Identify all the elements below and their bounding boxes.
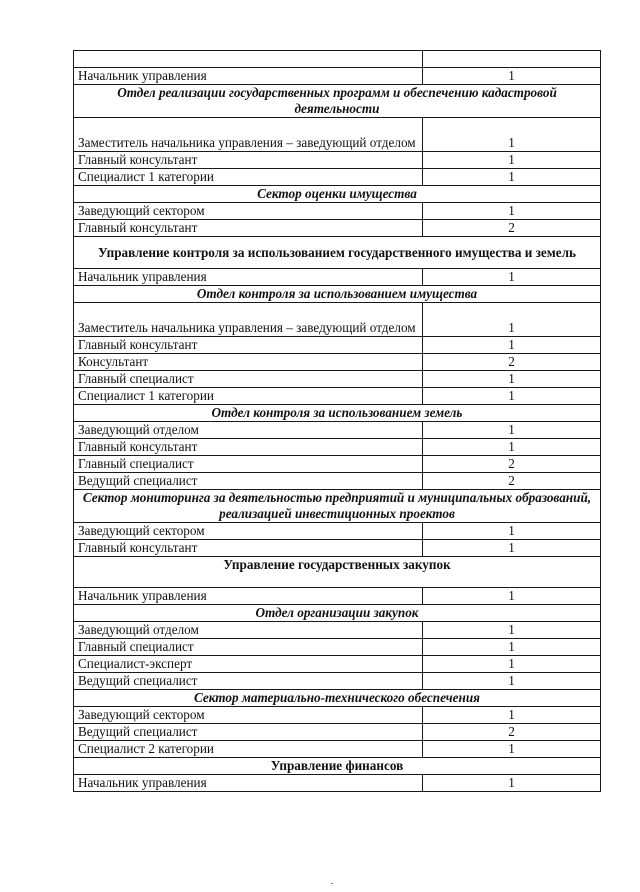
blank-cell xyxy=(74,51,423,68)
count-cell: 1 xyxy=(423,673,601,690)
count-cell: 1 xyxy=(423,303,601,337)
count-cell: 1 xyxy=(423,540,601,557)
position-cell: Заведующий сектором xyxy=(74,707,423,724)
position-cell: Главный консультант xyxy=(74,152,423,169)
position-cell: Заместитель начальника управления – заведующий отделом xyxy=(74,303,423,337)
table-row xyxy=(74,639,601,656)
count-cell: 2 xyxy=(423,473,601,490)
count-cell: 1 xyxy=(423,439,601,456)
table-row xyxy=(74,371,601,388)
position-cell: Заведующий сектором xyxy=(74,523,423,540)
section-header: Управление государственных закупок xyxy=(74,557,601,588)
position-cell: Заведующий отделом xyxy=(74,622,423,639)
count-cell: 2 xyxy=(423,354,601,371)
count-cell: 1 xyxy=(423,622,601,639)
count-cell: 2 xyxy=(423,456,601,473)
count-cell: 1 xyxy=(423,588,601,605)
table-row xyxy=(74,673,601,690)
table-row xyxy=(74,422,601,439)
count-cell: 1 xyxy=(423,741,601,758)
section-header: Управление финансов xyxy=(74,758,601,775)
position-cell: Главный консультант xyxy=(74,439,423,456)
position-cell: Главный специалист xyxy=(74,371,423,388)
section-header: Отдел реализации государственных программ и обеспечению кадастровой деятельности xyxy=(74,85,601,118)
section-header: Отдел контроля за использованием имущества xyxy=(74,286,601,303)
count-cell: 1 xyxy=(423,388,601,405)
section-header-row xyxy=(74,237,601,269)
section-header-row xyxy=(74,85,601,118)
table-row xyxy=(74,388,601,405)
section-header-row xyxy=(74,286,601,303)
position-cell: Начальник управления xyxy=(74,68,423,85)
table-row xyxy=(74,741,601,758)
count-cell: 1 xyxy=(423,422,601,439)
section-header: Отдел контроля за использованием земель xyxy=(74,405,601,422)
position-cell: Специалист-эксперт xyxy=(74,656,423,673)
count-cell: 1 xyxy=(423,169,601,186)
table-row xyxy=(74,588,601,605)
table-row xyxy=(74,523,601,540)
table-row xyxy=(74,269,601,286)
blank-row xyxy=(74,51,601,68)
position-cell: Заведующий сектором xyxy=(74,203,423,220)
count-cell: 1 xyxy=(423,639,601,656)
table-row xyxy=(74,68,601,85)
count-cell: 2 xyxy=(423,220,601,237)
table-row xyxy=(74,169,601,186)
section-header: Управление контроля за использованием государственного имущества и земель xyxy=(74,237,601,269)
count-cell: 1 xyxy=(423,775,601,792)
table-row xyxy=(74,152,601,169)
position-cell: Специалист 1 категории xyxy=(74,169,423,186)
count-cell: 2 xyxy=(423,724,601,741)
table-row xyxy=(74,707,601,724)
position-cell: Главный специалист xyxy=(74,456,423,473)
scan-speck xyxy=(331,883,333,884)
count-cell: 1 xyxy=(423,269,601,286)
count-cell: 1 xyxy=(423,203,601,220)
section-header-row xyxy=(74,557,601,588)
section-header-row xyxy=(74,605,601,622)
table-row xyxy=(74,354,601,371)
position-cell: Главный консультант xyxy=(74,540,423,557)
position-cell: Заместитель начальника управления – заведующий отделом xyxy=(74,118,423,152)
table-row xyxy=(74,337,601,354)
position-cell: Начальник управления xyxy=(74,588,423,605)
section-header-row xyxy=(74,405,601,422)
section-header: Сектор мониторинга за деятельностью предприятий и муниципальных образований, реализацией инвестиционных проектов xyxy=(74,490,601,523)
position-cell: Ведущий специалист xyxy=(74,673,423,690)
table-row xyxy=(74,303,601,337)
section-header-row xyxy=(74,758,601,775)
position-cell: Главный специалист xyxy=(74,639,423,656)
position-cell: Ведущий специалист xyxy=(74,724,423,741)
table-row xyxy=(74,724,601,741)
count-cell: 1 xyxy=(423,68,601,85)
position-cell: Главный консультант xyxy=(74,220,423,237)
table-row xyxy=(74,656,601,673)
position-cell: Специалист 2 категории xyxy=(74,741,423,758)
table-row xyxy=(74,540,601,557)
table-row xyxy=(74,118,601,152)
count-cell: 1 xyxy=(423,656,601,673)
position-cell: Начальник управления xyxy=(74,269,423,286)
count-cell: 1 xyxy=(423,337,601,354)
section-header-row xyxy=(74,490,601,523)
table-row xyxy=(74,439,601,456)
table-row xyxy=(74,456,601,473)
position-cell: Главный консультант xyxy=(74,337,423,354)
position-cell: Специалист 1 категории xyxy=(74,388,423,405)
blank-cell xyxy=(423,51,601,68)
section-header-row xyxy=(74,690,601,707)
position-cell: Начальник управления xyxy=(74,775,423,792)
count-cell: 1 xyxy=(423,118,601,152)
section-header-row xyxy=(74,186,601,203)
table-row xyxy=(74,775,601,792)
count-cell: 1 xyxy=(423,152,601,169)
staff-table xyxy=(73,50,601,792)
table-row xyxy=(74,473,601,490)
position-cell: Заведующий отделом xyxy=(74,422,423,439)
position-cell: Консультант xyxy=(74,354,423,371)
section-header: Сектор оценки имущества xyxy=(74,186,601,203)
section-header: Сектор материально-технического обеспечения xyxy=(74,690,601,707)
staff-table-body xyxy=(74,51,601,792)
count-cell: 1 xyxy=(423,523,601,540)
position-cell: Ведущий специалист xyxy=(74,473,423,490)
section-header: Отдел организации закупок xyxy=(74,605,601,622)
table-row xyxy=(74,220,601,237)
table-row xyxy=(74,203,601,220)
count-cell: 1 xyxy=(423,371,601,388)
table-row xyxy=(74,622,601,639)
count-cell: 1 xyxy=(423,707,601,724)
